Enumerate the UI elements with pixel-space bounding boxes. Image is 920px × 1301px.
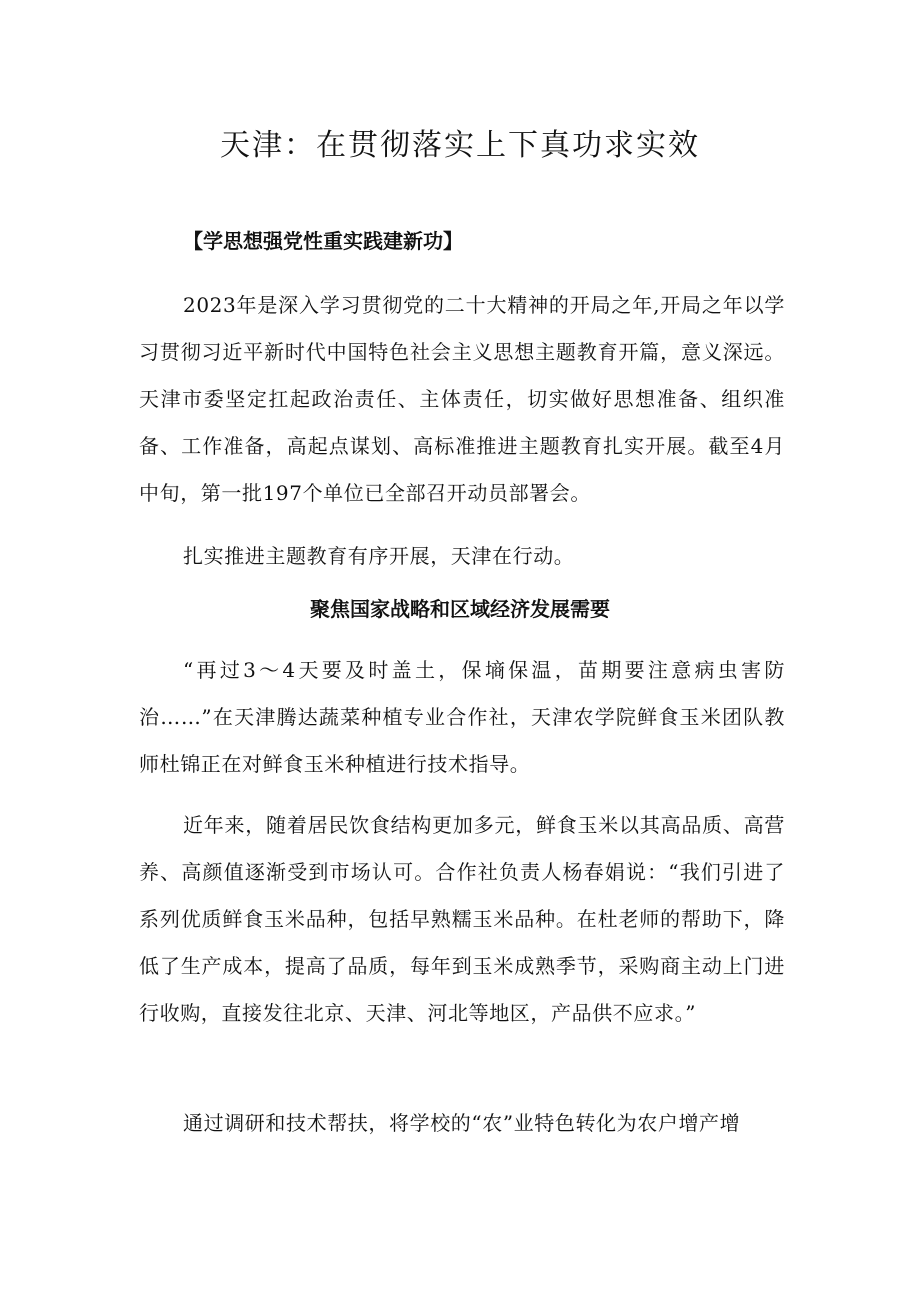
section-subheading: 聚焦国家战略和区域经济发展需要 — [310, 597, 610, 621]
section-tag: 【学思想强党性重实践建新功】 — [183, 229, 463, 253]
paragraph-cooperative: 近年来，随着居民饮食结构更加多元，鲜食玉米以其高品质、高营养、高颜值逐渐受到市场认可。合作社负责人杨春娟说：“我们引进了系列优质鲜食玉米品种，包括早熟糯玉米品种。在杜老师的帮助下，降低了生产成本，提高了品质，每年到玉米成熟季节，采购商主动上门进行收购，直接发往北京、天津、河北等地区，产品供不应求。” — [139, 813, 785, 1025]
paragraph-intro: 2023年是深入学习贯彻党的二十大精神的开局之年,开局之年以学习贯彻习近平新时代中国特色社会主义思想主题教育开篇，意义深远。天津市委坚定扛起政治责任、主体责任，切实做好思想准备、组织准备、工作准备，高起点谋划、高标准推进主题教育扎实开展。截至4月中旬，第一批197个单位已全部召开动员部署会。 — [139, 293, 785, 505]
paragraph-quote: “再过3～4天要及时盖土，保墒保温，苗期要注意病虫害防治……”在天津腾达蔬菜种植专业合作社，天津农学院鲜食玉米团队教师杜锦正在对鲜食玉米种植进行技术指导。 — [139, 658, 785, 776]
paragraph-action: 扎实推进主题教育有序开展，天津在行动。 — [183, 544, 575, 568]
paragraph-research: 通过调研和技术帮扶，将学校的“农”业特色转化为农户增产增 — [183, 1111, 741, 1135]
document-title: 天津：在贯彻落实上下真功求实效 — [220, 128, 700, 163]
